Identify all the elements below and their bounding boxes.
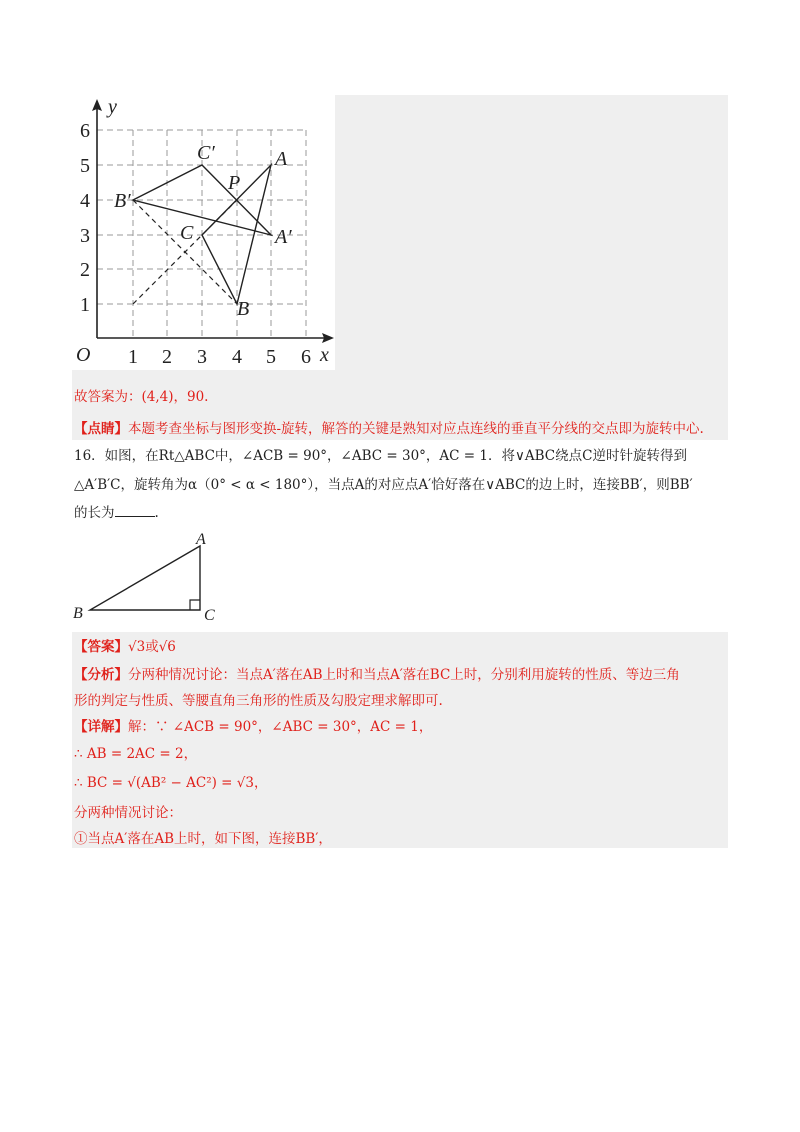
y-axis-label: y — [108, 96, 117, 118]
q16-line2: △A′B′C，旋转角为α（0° < α < 180°），当点A的对应点A′恰好落在∨ABC的边上时，连接BB′，则BB′ — [74, 477, 693, 493]
detail-line5: ①当点A′落在AB上时，如下图，连接BB′， — [74, 831, 332, 847]
analysis-tag: 【分析】 — [74, 667, 128, 683]
analysis-text-1: 分两种情况讨论：当点A′落在AB上时和当点A′落在BC上时，分别利用旋转的性质、等边三角 — [128, 667, 680, 683]
axes — [97, 105, 327, 338]
answer-blank — [115, 504, 155, 517]
answer-line: 故答案为：(4,4)，90. — [74, 389, 209, 405]
tri-B-label: B — [73, 605, 83, 622]
detail-line3: ∴ BC = √(AB² − AC²) = √3， — [74, 775, 268, 791]
x-tick-3: 3 — [197, 346, 207, 368]
x-tick-1: 1 — [128, 346, 138, 368]
q16-line3-text: 的长为 — [74, 505, 115, 521]
point-C-prime-label: C′ — [197, 142, 215, 164]
y-tick-3: 3 — [80, 225, 90, 247]
coordinate-graph — [72, 95, 340, 370]
detail-text-1: 解：∵ ∠ACB = 90°，∠ABC = 30°，AC = 1， — [128, 719, 433, 735]
x-axis-label: x — [320, 344, 329, 366]
point-B-prime-label: B′ — [114, 190, 131, 212]
dianjing-line — [74, 419, 704, 439]
y-tick-1: 1 — [80, 294, 90, 316]
dianjing-text: 本题考查坐标与图形变换-旋转，解答的关键是熟知对应点连线的垂直平分线的交点即为旋转中心. — [128, 421, 704, 437]
right-angle-mark — [190, 600, 200, 610]
point-P-label: P — [228, 172, 241, 194]
origin-label: O — [76, 344, 91, 366]
y-tick-6: 6 — [80, 120, 90, 142]
q16-line3: 的长为 . — [74, 505, 159, 521]
answer-tag: 【答案】 — [74, 639, 128, 655]
point-C-label: C — [180, 222, 194, 244]
analysis-line1 — [74, 665, 680, 685]
detail-line2: ∴ AB = 2AC = 2， — [74, 746, 198, 762]
y-tick-5: 5 — [80, 155, 90, 177]
triangle-figure — [70, 528, 230, 626]
q16-line1: 16．如图，在Rt△ABC中，∠ACB = 90°，∠ABC = 30°，AC = 1．将∨ABC绕点C逆时针旋转得到 — [74, 448, 687, 464]
x-tick-2: 2 — [162, 346, 172, 368]
dianjing-tag: 【点睛】 — [74, 421, 128, 437]
answer-row — [74, 637, 176, 657]
point-A-label: A — [275, 148, 288, 170]
tri-A-label: A — [196, 531, 206, 548]
y-tick-4: 4 — [80, 190, 90, 212]
analysis-line2: 形的判定与性质、等腰直角三角形的性质及勾股定理求解即可. — [74, 693, 443, 709]
point-B-label: B — [237, 298, 250, 320]
detail-tag: 【详解】 — [74, 719, 128, 735]
answer-text: √3或√6 — [128, 639, 176, 655]
point-A-prime-label: A′ — [275, 226, 292, 248]
triangle-abc — [90, 546, 200, 610]
x-tick-5: 5 — [266, 346, 276, 368]
x-tick-4: 4 — [232, 346, 242, 368]
detail-line1 — [74, 717, 432, 737]
detail-line4: 分两种情况讨论： — [74, 805, 182, 821]
tri-C-label: C — [204, 607, 215, 624]
x-tick-6: 6 — [301, 346, 311, 368]
y-tick-2: 2 — [80, 259, 90, 281]
